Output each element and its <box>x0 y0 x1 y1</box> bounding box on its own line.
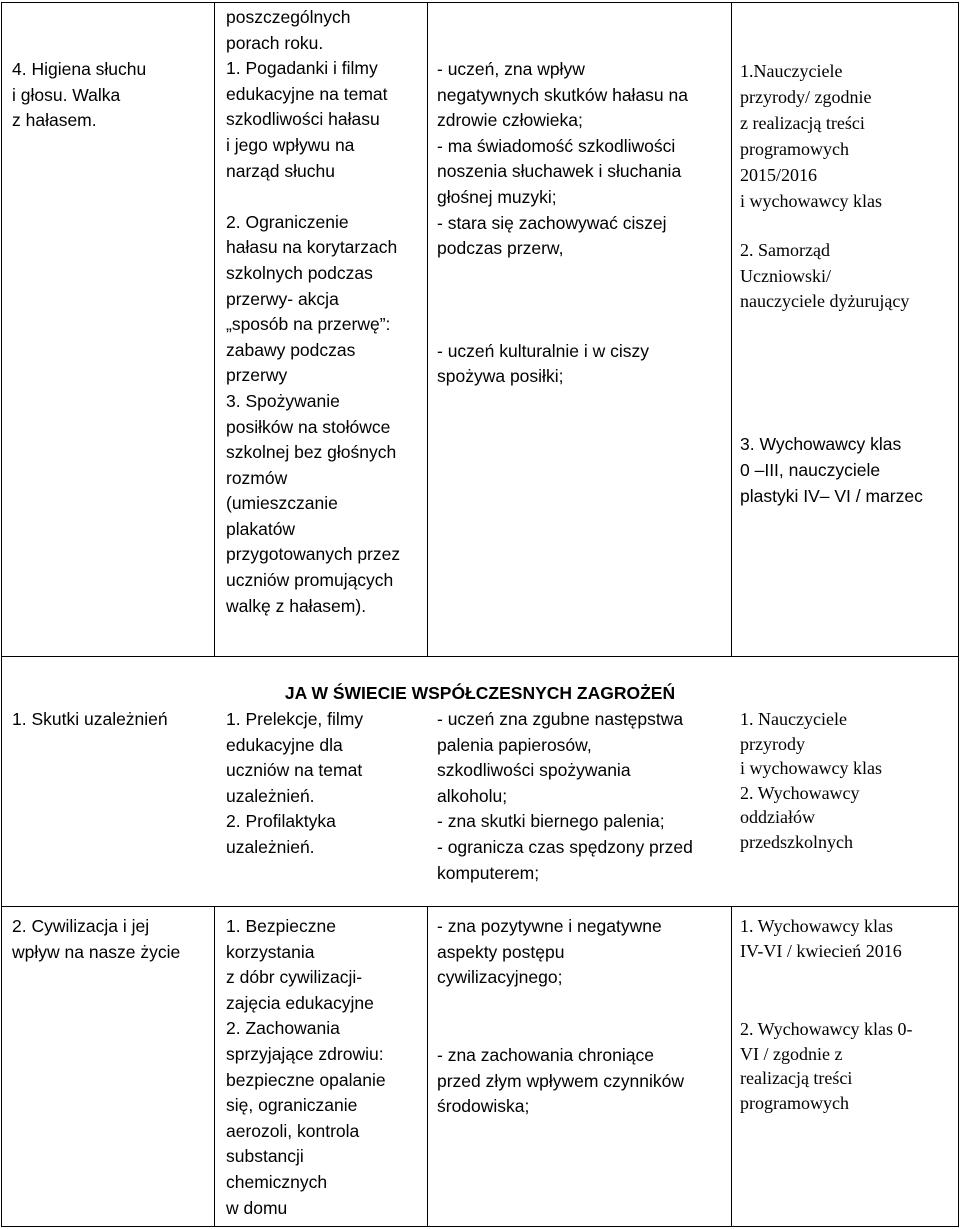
col-divider-3 <box>731 2 732 657</box>
row-divider-civilization <box>1 906 959 907</box>
col-border-right <box>958 2 959 1227</box>
outcomes-cell-civilization-1: - zna pozytywne i negatywne aspekty postępu cywilizacyjnego; <box>437 916 662 988</box>
outcomes-cell-civilization-2: - zna zachowania chroniące przed złym wpływem czynników środowiska; <box>437 1045 685 1117</box>
col-border-left <box>1 2 2 1227</box>
responsible-cell-hearing-1: 1.Nauczyciele przyrody/ zgodnie z realizacją treści programowych 2015/2016 i wychowawcy klas <box>740 61 882 211</box>
col-divider-3b <box>731 906 732 1227</box>
topic-cell-civilization: 2. Cywilizacja i jej wpływ na nasze życie <box>12 916 181 962</box>
responsible-cell-civilization-1: 1. Wychowawcy klas IV-VI / kwiecień 2016 <box>740 916 902 961</box>
topic-cell-hearing: 4. Higiena słuchu i głosu. Walka z hałasem. <box>12 59 147 131</box>
col-divider-1 <box>214 2 215 657</box>
col-divider-1b <box>214 906 215 1227</box>
activities-cell-addictions: 1. Prelekcje, filmy edukacyjne dla uczniów na temat uzależnień. 2. Profilaktyka uzależnień. <box>226 709 364 857</box>
table-border-top <box>1 2 959 3</box>
row-divider-section <box>1 656 959 657</box>
activities-cell-hearing: poszczególnych porach roku. 1. Pogadanki i filmy edukacyjne na temat szkodliwości hałasu i jego wpływu na narząd słuchu 2. Ograniczenie hałasu na korytarzach szkolnych podczas przerwy- akcja „sposób na przerwę”: zabawy podczas przerwy 3. Spożywanie posiłków na stołówce szkolnej bez głośnych rozmów (umieszczanie plakatów przygotowanych przez uczniów promujących walkę z hałasem). <box>226 7 401 616</box>
col-divider-2 <box>427 2 428 657</box>
topic-cell-addictions: 1. Skutki uzależnień <box>12 709 168 729</box>
table-border-bottom <box>1 1226 959 1227</box>
activities-cell-civilization: 1. Bezpieczne korzystania z dóbr cywilizacji- zajęcia edukacyjne 2. Zachowania sprzyjające zdrowiu: bezpieczne opalanie się, ograniczanie aerozoli, kontrola substancji chemicznych w domu <box>226 916 386 1218</box>
col-divider-2b <box>427 906 428 1227</box>
outcomes-cell-addictions: - uczeń zna zgubne następstwa palenia papierosów, szkodliwości spożywania alkoholu; - zna skutki biernego palenia; - ogranicza czas spędzony przed komputerem; <box>437 709 693 883</box>
responsible-cell-addictions: 1. Nauczyciele przyrody i wychowawcy klas 2. Wychowawcy oddziałów przedszkolnych <box>740 709 882 852</box>
section-heading: JA W ŚWIECIE WSPÓŁCZESNYCH ZAGROŻEŃ <box>284 683 676 703</box>
responsible-cell-hearing-2: 2. Samorząd Uczniowski/ nauczyciele dyżurujący <box>740 240 910 311</box>
outcomes-cell-hearing: - uczeń, zna wpływ negatywnych skutków hałasu na zdrowie człowieka; - ma świadomość szkodliwości noszenia słuchawek i słuchania głośnej muzyki; - stara się zachowywać ciszej podczas przerw, - uczeń kulturalnie i w ciszy spożywa posiłki; <box>437 59 688 387</box>
responsible-cell-civilization-2: 2. Wychowawcy klas 0- VI / zgodnie z realizacją treści programowych <box>740 1019 913 1113</box>
responsible-cell-hearing-3: 3. Wychowawcy klas 0 –III, nauczyciele plastyki IV– VI / marzec <box>740 434 923 506</box>
